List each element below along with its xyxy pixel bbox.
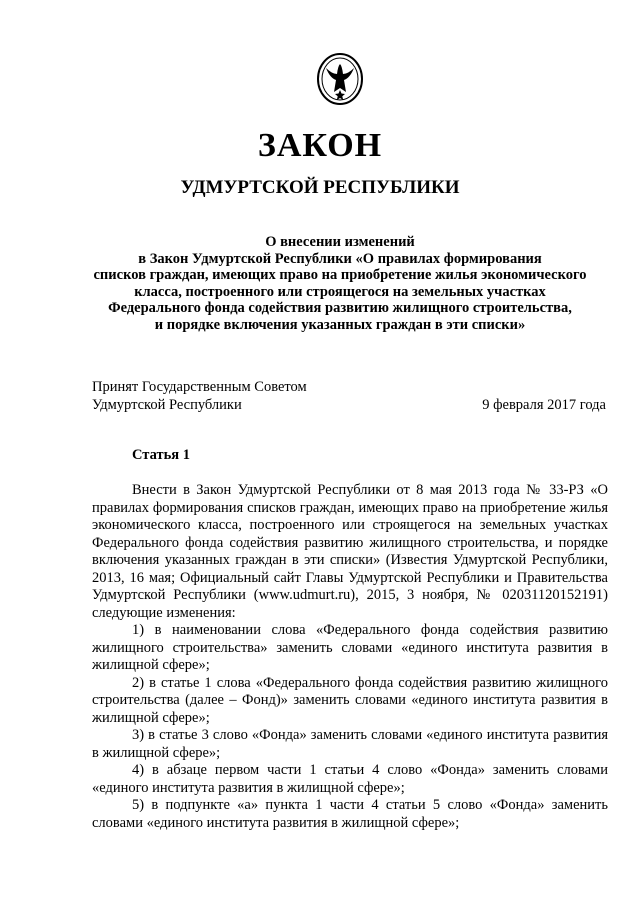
law-subtitle: УДМУРТСКОЙ РЕСПУБЛИКИ bbox=[180, 177, 460, 198]
list-item: 4) в абзаце первом части 1 статьи 4 слово «Фонда» заменить словами «единого института развития в жилищной сфере»; bbox=[92, 762, 608, 796]
list-item: 5) в подпункте «а» пункта 1 части 4 статьи 5 слово «Фонда» заменить словами «единого института развития в жилищной сфере»; bbox=[92, 797, 608, 831]
heading-line: и порядке включения указанных граждан в эти списки» bbox=[154, 316, 526, 333]
adoption-block bbox=[92, 378, 307, 414]
heading-line: Федерального фонда содействия развитию жилищного строительства, bbox=[108, 300, 572, 317]
article-title: Статья 1 bbox=[132, 447, 190, 463]
heading-line: О внесении изменений bbox=[265, 234, 415, 250]
adoption-date: 9 февраля 2017 года bbox=[482, 397, 606, 413]
adoption-line: Удмуртской Республики bbox=[92, 397, 242, 413]
article-intro-paragraph: Внести в Закон Удмуртской Республики от 8 мая 2013 года № 33-РЗ «О правилах формирования списков граждан, имеющих право на приобретение жилья экономического класса, построенного или строящегося на земельных участках Федерального фонда содействия развитию жилищного строительства, и порядке включения указанных граждан в эти списки» (Известия Удмуртской Республики, 2013, 16 мая; Официальный сайт Главы Удмуртской Республики и Правительства Удмуртской Республики (www.udmurt.ru), 2015, 3 ноября, № 02031120152191) следующие изменения: bbox=[92, 482, 608, 621]
article-body bbox=[92, 482, 608, 832]
heading-line: в Закон Удмуртской Республики «О правилах формирования bbox=[138, 250, 542, 267]
list-item: 2) в статье 1 слова «Федерального фонда содействия развитию жилищного строительства (далее – Фонд)» заменить словами «единого института развития в жилищной сфере»; bbox=[92, 674, 608, 726]
list-item: 1) в наименовании слова «Федерального фонда содействия развитию жилищного строительства» заменить словами «единого института развития в жилищной сфере»; bbox=[92, 622, 608, 673]
coat-of-arms-emblem-icon bbox=[316, 52, 364, 106]
law-title: ЗАКОН bbox=[257, 127, 383, 164]
heading-line: списков граждан, имеющих право на приобретение жилья экономического bbox=[93, 267, 587, 284]
list-item: 3) в статье 3 слово «Фонда» заменить словами «единого института развития в жилищной сфере»; bbox=[92, 727, 608, 761]
heading-line: класса, построенного или строящегося на земельных участках bbox=[134, 283, 546, 300]
document-heading bbox=[60, 234, 620, 334]
adoption-line: Принят Государственным Советом bbox=[92, 379, 307, 395]
